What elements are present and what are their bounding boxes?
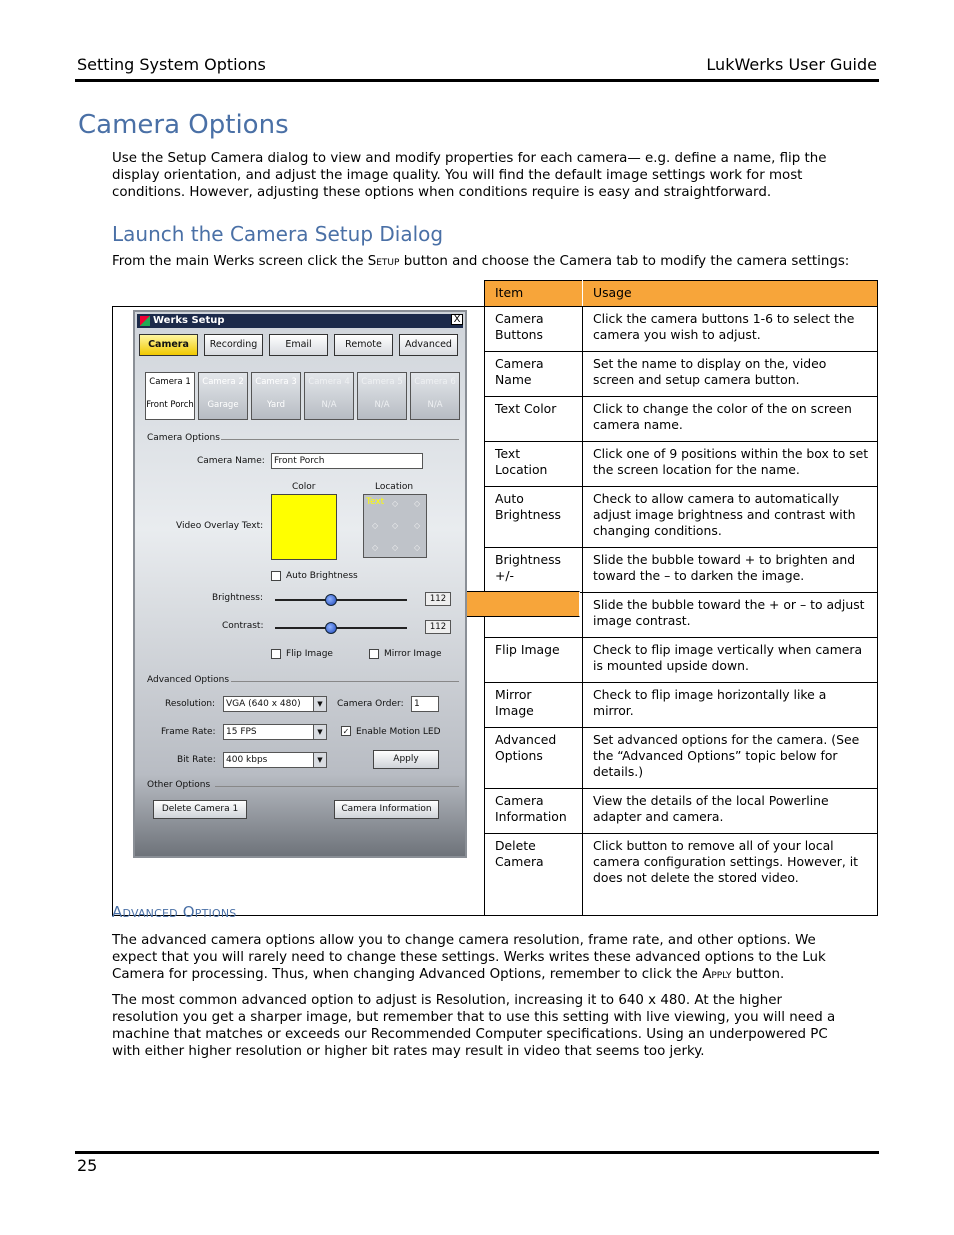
contrast-value: 112 [425, 620, 451, 634]
overlay-text-label: Video Overlay Text: [176, 521, 264, 531]
camera-4-sub: N/A [321, 400, 337, 410]
color-label: Color [292, 482, 316, 492]
other-options-section-label: Other Options [147, 780, 211, 790]
location-dot[interactable]: ◇ [414, 499, 421, 508]
section-divider [231, 681, 459, 682]
table-cell-item: Camera Buttons [485, 307, 583, 352]
chevron-down-icon[interactable]: ▼ [313, 697, 326, 711]
apply-button[interactable]: Apply [373, 750, 439, 769]
table-cell-usage: View the details of the local Powerline adapter and camera. [583, 789, 878, 834]
table-cell-item: Auto Brightness [485, 487, 583, 548]
camera-name-label: Camera Name: [197, 456, 265, 466]
header-rule [75, 79, 879, 82]
camera-6-label: Camera 6 [414, 377, 456, 387]
location-dot[interactable]: ◇ [392, 499, 399, 508]
camera-1-label: Camera 1 [149, 377, 191, 387]
table-cell-usage: Click to change the color of the on screen camera name. [583, 397, 878, 442]
tab-remote[interactable]: Remote [334, 334, 393, 356]
table-cell-item: Text Location [485, 442, 583, 487]
section-divider [221, 439, 459, 440]
brightness-value: 112 [425, 592, 451, 606]
table-cell-item: Advanced Options [485, 728, 583, 789]
tab-advanced[interactable]: Advanced [399, 334, 458, 356]
page-title: Camera Options [78, 110, 289, 140]
werks-setup-dialog [133, 310, 467, 858]
table-cell-item: Flip Image [485, 638, 583, 683]
camera-5-label: Camera 5 [361, 377, 403, 387]
table-header-row [113, 281, 878, 307]
location-dot[interactable]: ◇ [414, 543, 421, 552]
delete-camera-button[interactable]: Delete Camera 1 [153, 800, 247, 819]
motion-led-label: Enable Motion LED [356, 727, 441, 737]
camera-5-sub: N/A [374, 400, 390, 410]
table-cell-item: Camera Information [485, 789, 583, 834]
camera-1-sub: Front Porch [146, 400, 194, 410]
advanced-paragraph-2: The most common advanced option to adjust is Resolution, increasing it to 640 x 480. At the higher resolution you get a sharper image, but remember that to use this setting with live viewing, you will need a machine that matches or exceeds our Recommended Computer specifications. Using an underpowered PC with either higher resolution or higher bit rates may result in video that seems too jerky. [112, 993, 836, 1059]
camera-button-2[interactable] [198, 372, 248, 420]
launch-paragraph [112, 253, 872, 270]
dialog-titlebar [137, 314, 463, 328]
tab-recording[interactable]: Recording [204, 334, 263, 356]
camera-4-label: Camera 4 [308, 377, 350, 387]
location-dot[interactable]: ◇ [392, 543, 399, 552]
tab-email[interactable]: Email [269, 334, 328, 356]
advanced-p1-after: button. [731, 967, 785, 982]
header-section: Setting System Options [77, 55, 266, 74]
intro-paragraph: Use the Setup Camera dialog to view and modify properties for each camera— e.g. define a name, flip the display orientation, and adjust the image quality. You will find the default image settings work for most conditions. However, adjusting these options when conditions require is easy and straightforward. [112, 151, 827, 200]
text-location-grid[interactable] [363, 494, 427, 558]
camera-order-label: Camera Order: [337, 699, 404, 709]
table-cell-item: Delete Camera [485, 834, 583, 916]
bit-rate-select[interactable] [223, 752, 327, 768]
location-dot[interactable]: ◇ [372, 543, 379, 552]
table-cell-item: Brightness +/- [485, 548, 583, 593]
werks-logo-icon [140, 316, 150, 326]
header-guide: LukWerks User Guide [706, 55, 877, 74]
launch-text-before: From the main Werks screen click the [112, 254, 368, 269]
table-cell-usage: Slide the bubble toward the + or – to adjust image contrast. [583, 593, 878, 638]
table-cell-usage: Check to allow camera to automatically adjust image brightness and contrast with changing conditions. [583, 487, 878, 548]
location-dot[interactable]: ◇ [392, 521, 399, 530]
contrast-slider-track[interactable] [275, 627, 407, 629]
launch-text-after: button and choose the Camera tab to modify the camera settings: [399, 254, 850, 269]
camera-order-stepper[interactable]: 1 [411, 696, 439, 712]
location-text-marker: Text [366, 497, 385, 507]
resolution-label: Resolution: [165, 699, 216, 709]
camera-6-sub: N/A [427, 400, 443, 410]
table-cell-usage: Check to flip image vertically when camera is mounted upside down. [583, 638, 878, 683]
camera-name-input[interactable]: Front Porch [271, 453, 423, 469]
camera-button-4[interactable] [304, 372, 354, 420]
advanced-paragraph-1 [112, 932, 852, 983]
camera-information-button[interactable]: Camera Information [334, 800, 439, 819]
motion-led-checkbox[interactable]: ✓ [342, 727, 350, 736]
footer-rule [75, 1151, 879, 1154]
flip-image-label: Flip Image [286, 649, 333, 659]
frame-rate-select[interactable] [223, 724, 327, 740]
chevron-down-icon[interactable]: ▼ [313, 753, 326, 767]
table-cell-item: Camera Name [485, 352, 583, 397]
location-dot[interactable]: ◇ [414, 521, 421, 530]
brightness-slider-track[interactable] [275, 599, 407, 601]
flip-image-checkbox[interactable] [271, 649, 281, 659]
table-cell-usage: Click one of 9 positions within the box to set the screen location for the name. [583, 442, 878, 487]
camera-3-label: Camera 3 [255, 377, 297, 387]
header-usage: Usage [583, 281, 878, 307]
section-divider [215, 786, 459, 787]
bit-rate-label: Bit Rate: [177, 755, 216, 765]
setup-word: Setup [367, 254, 400, 269]
auto-brightness-label: Auto Brightness [286, 571, 358, 581]
table-cell-item: Mirror Image [485, 683, 583, 728]
resolution-select[interactable] [223, 696, 327, 712]
brightness-slider-knob[interactable] [325, 594, 337, 606]
apply-word: Apply [702, 967, 732, 982]
camera-options-section-label: Camera Options [147, 433, 220, 443]
mirror-image-checkbox[interactable] [369, 649, 379, 659]
camera-button-3[interactable] [251, 372, 301, 420]
close-icon[interactable]: X [451, 314, 463, 325]
camera-button-5[interactable] [357, 372, 407, 420]
launch-heading: Launch the Camera Setup Dialog [112, 222, 444, 246]
camera-button-1[interactable] [145, 372, 195, 420]
camera-button-6[interactable] [410, 372, 460, 420]
advanced-p1-before: The advanced camera options allow you to change camera resolution, frame rate, and other options. We expect that you will rarely need to change these settings. Werks writes these advanced options to the Luk Camera for processing. Thus, when changing Advanced Options, remember to click the [112, 933, 826, 982]
chevron-down-icon[interactable]: ▼ [313, 725, 326, 739]
table-cell-usage: Set the name to display on the, video screen and setup camera button. [583, 352, 878, 397]
bit-rate-value: 400 kbps [226, 755, 268, 765]
table-cell-usage: Set advanced options for the camera. (See the “Advanced Options” topic below for details.) [583, 728, 878, 789]
camera-3-sub: Yard [267, 400, 285, 410]
contrast-label: Contrast: [222, 621, 264, 631]
contrast-slider-knob[interactable] [325, 622, 337, 634]
advanced-options-heading: Advanced Options [112, 903, 237, 921]
page-number: 25 [77, 1156, 98, 1175]
brightness-label: Brightness: [212, 593, 263, 603]
tab-camera[interactable]: Camera [139, 334, 198, 356]
table-cell-usage: Check to flip image horizontally like a mirror. [583, 683, 878, 728]
mirror-image-label: Mirror Image [384, 649, 442, 659]
location-dot[interactable]: ◇ [372, 521, 379, 530]
location-label: Location [375, 482, 414, 492]
frame-rate-value: 15 FPS [226, 727, 257, 737]
auto-brightness-checkbox[interactable] [271, 571, 281, 581]
table-cell-usage: Click button to remove all of your local camera configuration settings. However, it does not delete the stored video. [583, 834, 878, 916]
table-cell-item: Text Color [485, 397, 583, 442]
camera-2-sub: Garage [207, 400, 239, 410]
resolution-value: VGA (640 x 480) [226, 699, 301, 709]
table-cell-usage: Slide the bubble toward + to brighten and toward the – to darken the image. [583, 548, 878, 593]
dialog-title: Werks Setup [153, 315, 225, 326]
header-item: Item [485, 281, 583, 307]
camera-2-label: Camera 2 [202, 377, 244, 387]
table-cell-usage: Click the camera buttons 1-6 to select the camera you wish to adjust. [583, 307, 878, 352]
frame-rate-label: Frame Rate: [161, 727, 216, 737]
text-color-swatch[interactable] [271, 494, 337, 560]
advanced-options-section-label: Advanced Options [147, 675, 230, 685]
